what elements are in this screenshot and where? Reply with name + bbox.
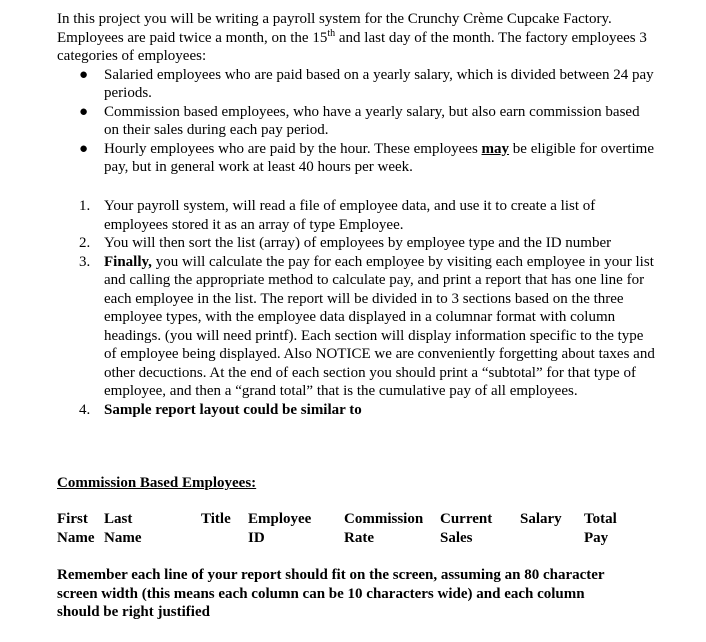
bullet-icon: ● — [79, 103, 89, 120]
column-heading-commission-rate: Commission Rate — [344, 511, 424, 546]
list-item — [57, 140, 657, 177]
bullet-text-hourly-emphasis: may — [481, 140, 510, 157]
footer-note: Remember each line of your report should fit on the screen, assuming an 80 character screen width (this means each column can be 10 characters wide) and each column should be right justified — [57, 567, 605, 620]
intro-section — [57, 10, 657, 177]
intro-paragraph — [57, 10, 657, 66]
bullet-text-hourly-a: Hourly employees who are paid by the hour. These employees — [104, 140, 482, 157]
intro-text-a: In this project you will be writing a payroll system for the Crunchy Crème Cupcake Factory. Employees are paid twice a month, on the 15 — [57, 11, 612, 46]
step-4-text: Sample report layout could be similar to — [104, 401, 362, 418]
instruction-steps — [57, 197, 657, 419]
step-number: 3. — [79, 253, 91, 270]
column-heading-employee-id: Employee ID — [248, 511, 312, 546]
step-3-bold-text: Finally, — [104, 253, 152, 270]
bullet-icon: ● — [79, 66, 89, 83]
list-item — [57, 66, 657, 103]
column-heading-current-sales: Current Sales — [440, 511, 493, 546]
step-number: 4. — [79, 401, 91, 418]
intro-superscript: th — [327, 27, 336, 39]
column-heading-total-pay: Total Pay — [584, 511, 617, 546]
bullet-icon: ● — [79, 140, 89, 157]
list-item — [57, 401, 657, 420]
step-3-text: you will calculate the pay for each employee by visiting each employee in your list and calling the appropriate method to calculate pay, and print a report that has one line for each employee in the list. The report will be divided in to 3 sections based on the three employee types, with the employee data displayed in a columnar format with column headings. (you will need printf). Each section will display information specific to the type of employee being displayed. Also NOTICE we are conveniently forgetting about taxes and other decuctions. At the end of each section you should print a “subtotal” for that type of employee, and then a “grand total” that is the cumulative pay of all employees. — [104, 253, 655, 399]
step-number: 2. — [79, 235, 91, 251]
list-item — [57, 234, 657, 253]
employee-category-list — [57, 66, 657, 177]
bullet-text-salaried: Salaried employees who are paid based on a yearly salary, which is divided between 24 pay periods. — [104, 66, 654, 101]
list-item — [57, 103, 657, 140]
column-heading-last-name: Last Name — [104, 511, 142, 546]
step-1-text: Your payroll system, will read a file of employee data, and use it to create a list of employees stored it as an array of type Employee. — [104, 198, 596, 233]
bullet-text-commission: Commission based employees, who have a yearly salary, but also earn commission based on their sales during each pay period. — [104, 103, 640, 138]
intro-text-b: and last day of the month. The factory employees 3 categories of employees: — [57, 29, 647, 64]
section-heading: Commission Based Employees: — [57, 475, 257, 491]
column-heading-salary: Salary — [520, 511, 562, 527]
column-heading-first-name: First Name — [57, 511, 95, 546]
step-number: 1. — [79, 198, 91, 214]
list-item — [57, 197, 657, 234]
bullet-text-hourly-b: be eligible for overtime pay, but in general work at least 40 hours per week. — [104, 140, 654, 175]
column-heading-title: Title — [201, 511, 231, 527]
step-2-text: You will then sort the list (array) of employees by employee type and the ID number — [104, 235, 612, 251]
list-item — [57, 253, 657, 401]
